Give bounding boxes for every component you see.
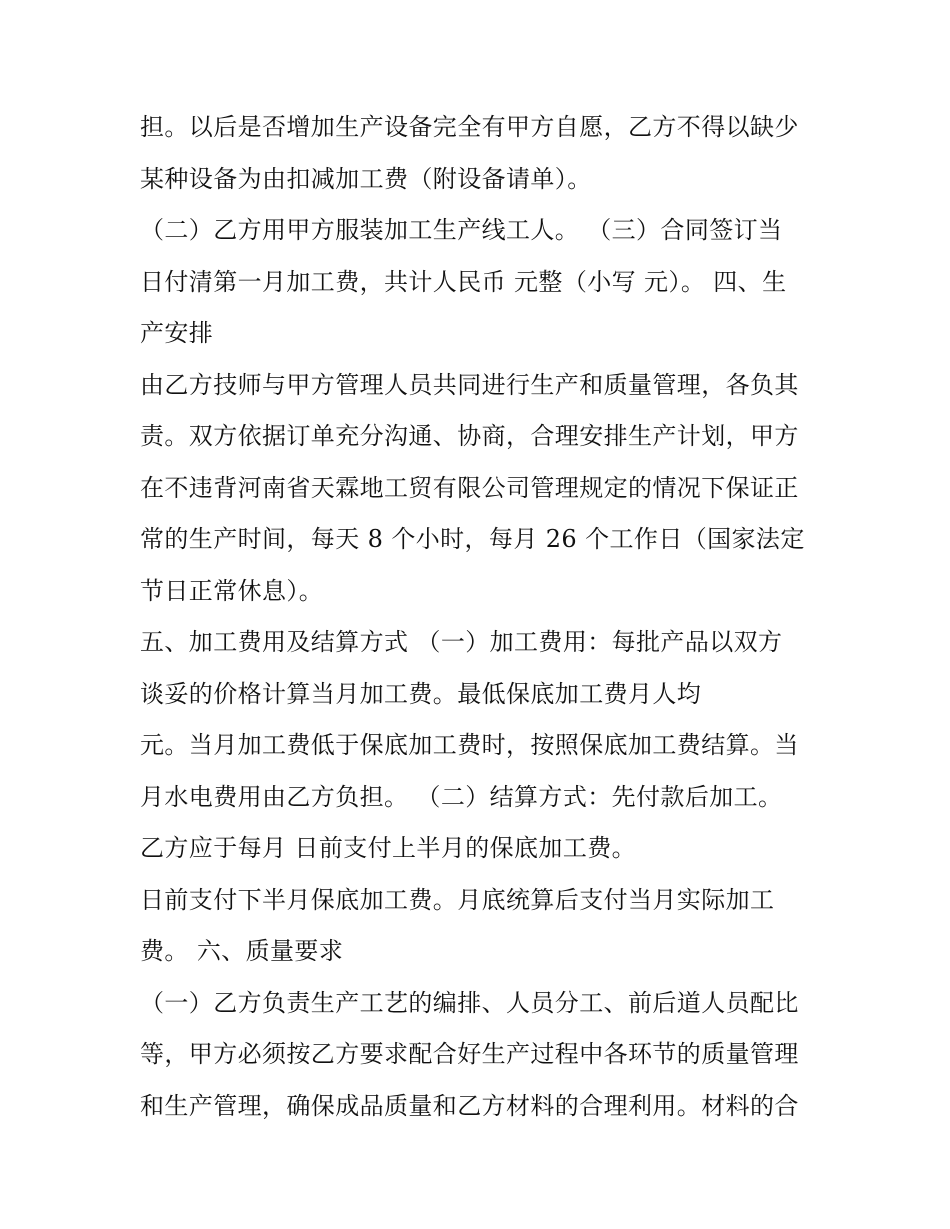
text-line: 在不违背河南省天霖地工贸有限公司管理规定的情况下保证正 bbox=[140, 474, 799, 502]
text-line: 月水电费用由乙方负担。 （二）结算方式：先付款后加工。 bbox=[140, 783, 783, 811]
text-line: 元。当月加工费低于保底加工费时，按照保底加工费结算。当 bbox=[140, 731, 799, 759]
text-line: 日付清第一月加工费，共计人民币 元整（小写 元）。 四、生 bbox=[140, 268, 787, 296]
text-line: 乙方应于每月 日前支付上半月的保底加工费。 bbox=[140, 834, 637, 862]
text-line: 常的生产时间，每天 8 个小时，每月 26 个工作日（国家法定 bbox=[140, 525, 805, 553]
text-line: 五、加工费用及结算方式 （一）加工费用：每批产品以双方 bbox=[140, 628, 783, 656]
text-line: 责。双方依据订单充分沟通、协商，合理安排生产计划，甲方 bbox=[140, 422, 799, 450]
text-line: 费。 六、质量要求 bbox=[140, 937, 344, 965]
text-line: 日前支付下半月保底加工费。月底统算后支付当月实际加工 bbox=[140, 886, 775, 914]
text-line: 谈妥的价格计算当月加工费。最低保底加工费月人均 bbox=[140, 680, 702, 708]
text-line: 等，甲方必须按乙方要求配合好生产过程中各环节的质量管理 bbox=[140, 1040, 799, 1068]
text-line: 担。以后是否增加生产设备完全有甲方自愿，乙方不得以缺少 bbox=[140, 113, 799, 141]
text-line: 某种设备为由扣减加工费（附设备请单）。 bbox=[140, 165, 592, 193]
text-line: （二）乙方用甲方服装加工生产线工人。 （三）合同签订当 bbox=[140, 216, 783, 244]
text-line: 节日正常休息）。 bbox=[140, 577, 324, 605]
text-line: 和生产管理，确保成品质量和乙方材料的合理利用。材料的合 bbox=[140, 1092, 799, 1120]
text-line: 由乙方技师与甲方管理人员共同进行生产和质量管理，各负其 bbox=[140, 371, 799, 399]
text-line: 产安排 bbox=[140, 319, 214, 347]
text-line: （一）乙方负责生产工艺的编排、人员分工、前后道人员配比 bbox=[140, 989, 799, 1017]
